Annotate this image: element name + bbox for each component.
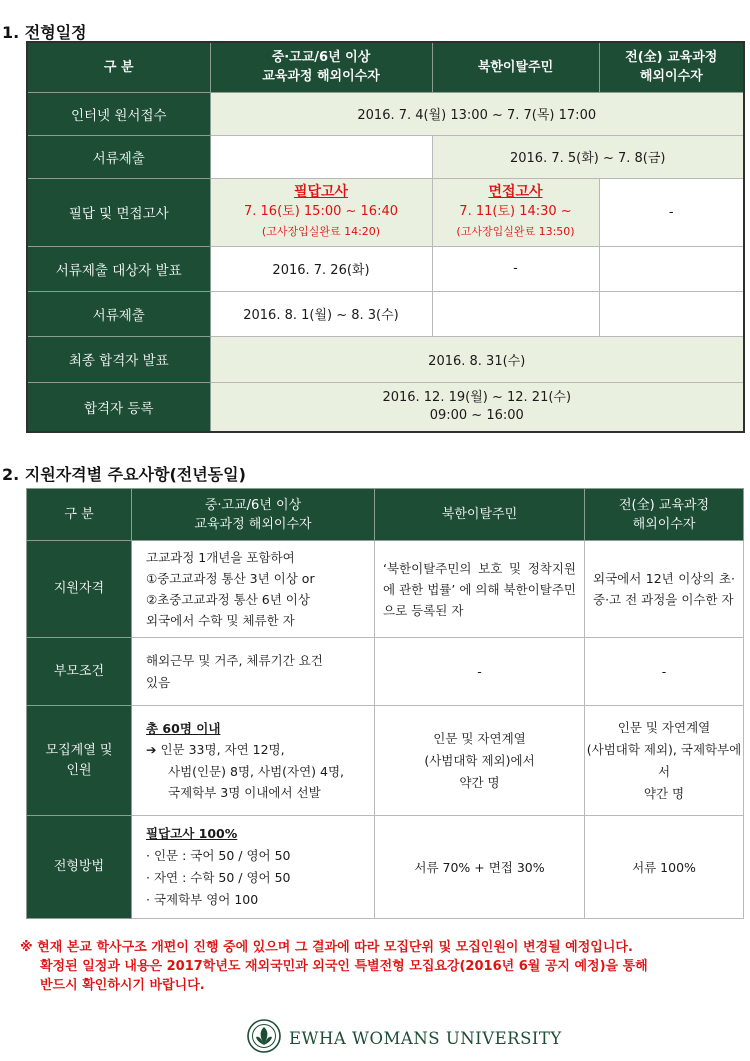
row-label-parents: 부모조건 [27,638,132,706]
exam-full-overseas-cell: - [599,178,744,246]
final-announce-date: 2016. 8. 31(수) [210,336,744,382]
recruit-full-overseas: 인문 및 자연계열 (사범대학 제외), 국제학부에서 약간 명 [585,706,744,816]
written-exam-time: 7. 16(토) 15:00 ~ 16:40 [244,204,398,219]
t2-header-overseas-6yr: 중·고교/6년 이상 교육과정 해외이수자 [132,489,375,541]
written-exam-note: (고사장입실완료 14:20) [261,225,381,238]
method-defector: 서류 70% + 면접 30% [375,816,585,919]
row-label-method: 전형방법 [27,816,132,919]
written-exam-cell [210,178,432,246]
university-seal-icon [247,1019,281,1057]
qualification-overseas-6yr: 고교과정 1개년을 포함하여 ①중고교과정 통산 3년 이상 or ②초중고교과정 통산 6년 이상 외국에서 수학 및 체류한 자 [132,541,375,638]
docs2-full-overseas-empty [599,291,744,336]
university-name: EWHA WOMANS UNIVERSITY [289,1028,562,1048]
docs1-empty-cell [210,135,432,178]
announce-docs-empty [599,246,744,291]
row-label-docs1: 서류제출 [27,135,210,178]
method-full-overseas: 서류 100% [585,816,744,919]
parents-defector: - [375,638,585,706]
announce-docs-defector: - [432,246,599,291]
announce-docs-date: 2016. 7. 26(화) [210,246,432,291]
t1-header-category: 구 분 [27,42,210,92]
t2-header-category: 구 분 [27,489,132,541]
section1-title: 1. 전형일정 [2,23,87,42]
interview-time: 7. 11(토) 14:30 ~ [459,204,572,219]
qualification-full-overseas: 외국에서 12년 이상의 초·중·고 전 과정을 이수한 자 [585,541,744,638]
t2-header-full-overseas: 전(全) 교육과정 해외이수자 [585,489,744,541]
parents-full-overseas: - [585,638,744,706]
row-label-exam: 필답 및 면접고사 [27,178,210,246]
row-label-internet: 인터넷 원서접수 [27,92,210,135]
row-label-final: 최종 합격자 발표 [27,336,210,382]
docs2-defector-empty [432,291,599,336]
method-overseas-6yr: 필답고사 100% · 인문 : 국어 50 / 영어 50 · 자연 : 수학 50 / 영어 50 · 국제학부 영어 100 [132,816,375,919]
qualification-defector: ‘북한이탈주민의 보호 및 정착지원에 관한 법률’ 에 의해 북한이탈주민으로 등록된 자 [375,541,585,638]
registration-period: 2016. 12. 19(월) ~ 12. 21(수) 09:00 ~ 16:00 [210,382,744,432]
t2-header-defector: 북한이탈주민 [375,489,585,541]
row-label-announce-docs: 서류제출 대상자 발표 [27,246,210,291]
arrow-icon: ➔ [146,742,157,757]
t1-header-full-overseas: 전(全) 교육과정 해외이수자 [599,42,744,92]
notice-line-3: 반드시 확인하시기 바랍니다. [40,978,205,993]
requirements-table [26,488,744,919]
written-exam-title: 필답고사 [293,184,349,200]
method-written-title: 필답고사 100% [146,826,238,841]
internet-application-period: 2016. 7. 4(월) 13:00 ~ 7. 7(목) 17:00 [210,92,744,135]
recruit-overseas-6yr: 총 60명 이내 ➔ 인문 33명, 자연 12명, 사범(인문) 8명, 사범(자연) 4명, 국제학부 3명 이내에서 선발 [132,706,375,816]
interview-title: 면접고사 [488,184,543,200]
parents-overseas-6yr: 해외근무 및 거주, 체류기간 요건 있음 [132,638,375,706]
notice-line-2: 확정된 일정과 내용은 2017학년도 재외국민과 외국인 특별전형 모집요강(2016년 6월 공지 예정)을 통해 [40,959,648,974]
notice-line-1: ※ 현재 본교 학사구조 개편이 진행 중에 있으며 그 결과에 따라 모집단위 및 모집인원이 변경될 예정입니다. [20,940,633,955]
t1-header-defector: 북한이탈주민 [432,42,599,92]
notice [20,938,740,995]
docs1-period: 2016. 7. 5(화) ~ 7. 8(금) [432,135,744,178]
row-label-recruit: 모집계열 및 인원 [27,706,132,816]
row-label-docs2: 서류제출 [27,291,210,336]
recruit-defector: 인문 및 자연계열 (사범대학 제외)에서 약간 명 [375,706,585,816]
row-label-register: 합격자 등록 [27,382,210,432]
interview-cell [432,178,599,246]
docs2-period: 2016. 8. 1(월) ~ 8. 3(수) [210,291,432,336]
row-label-qualification: 지원자격 [27,541,132,638]
t1-header-overseas-6yr: 중·고교/6년 이상 교육과정 해외이수자 [210,42,432,92]
recruit-total: 총 60명 이내 [146,720,221,736]
interview-note: (고사장입실완료 13:50) [456,225,575,238]
schedule-table [26,41,745,433]
section2-title: 2. 지원자격별 주요사항(전년동일) [2,465,246,484]
footer-logo [247,1020,562,1056]
